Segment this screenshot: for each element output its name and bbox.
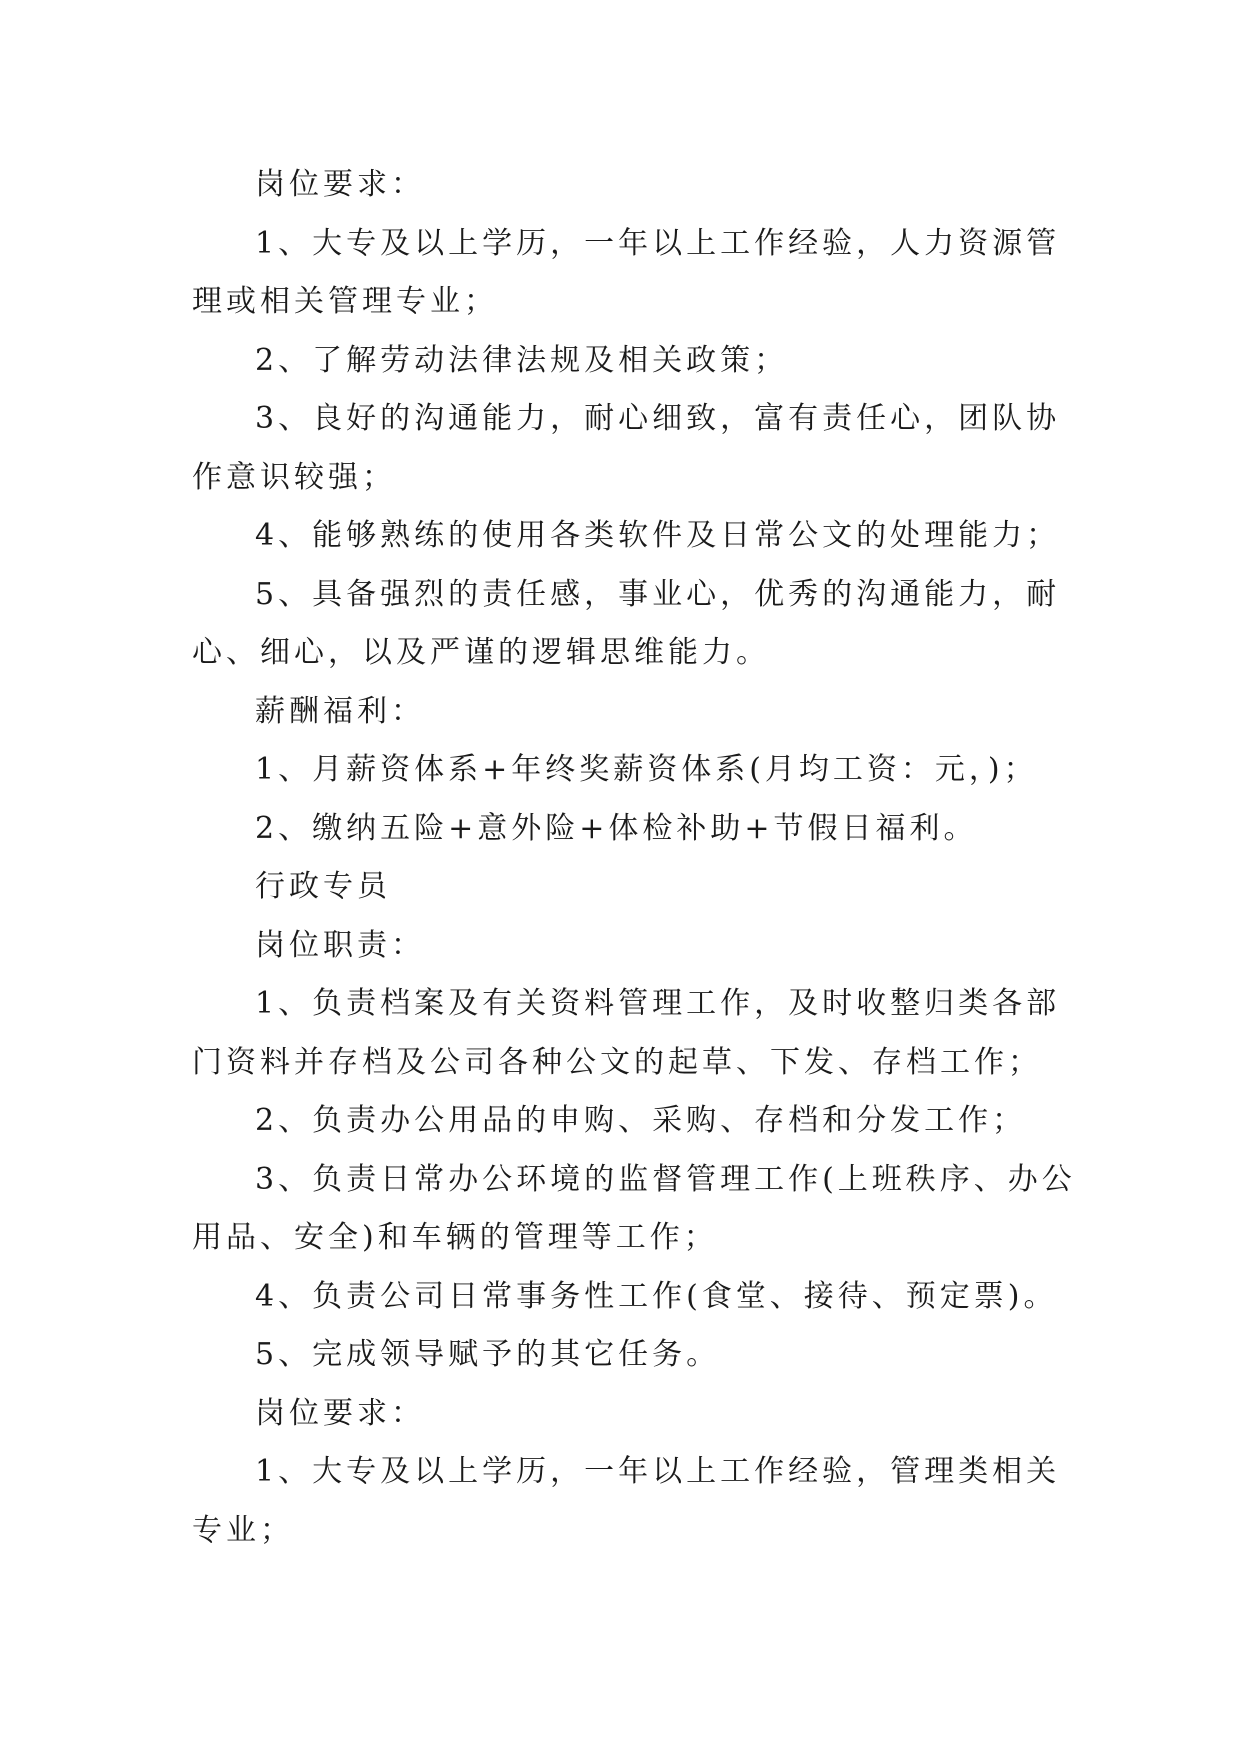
paragraph-line: 1、负责档案及有关资料管理工作，及时收整归类各部 xyxy=(255,986,1061,1021)
section-heading-responsibilities: 岗位职责： xyxy=(255,927,425,963)
section-heading-requirements: 岗位要求： xyxy=(255,167,425,202)
paragraph-line: 2、了解劳动法律法规及相关政策； xyxy=(255,342,789,378)
paragraph-line: 门资料并存档及公司各种公文的起草、下发、存档工作； xyxy=(192,1044,1042,1080)
paragraph-line: 心、细心，以及严谨的逻辑思维能力。 xyxy=(192,635,770,670)
paragraph-line: 2、缴纳五险+意外险+体检补助+节假日福利。 xyxy=(255,810,978,846)
paragraph-line: 1、大专及以上学历，一年以上工作经验，人力资源管 xyxy=(255,225,1061,261)
section-heading-requirements: 岗位要求： xyxy=(255,1395,425,1431)
paragraph-line: 4、能够熟练的使用各类软件及日常公文的处理能力； xyxy=(255,518,1061,553)
paragraph-line: 2、负责办公用品的申购、采购、存档和分发工作； xyxy=(255,1103,1027,1138)
paragraph-line: 1、月薪资体系+年终奖薪资体系(月均工资：元，)； xyxy=(255,752,1038,787)
paragraph-line: 用品、安全)和车辆的管理等工作； xyxy=(192,1220,718,1255)
paragraph-line: 专业； xyxy=(192,1512,294,1548)
document-body xyxy=(192,156,1076,1560)
paragraph-line: 1、大专及以上学历，一年以上工作经验，管理类相关 xyxy=(255,1454,1061,1489)
paragraph-line: 3、负责日常办公环境的监督管理工作(上班秩序、办公 xyxy=(255,1161,1076,1197)
position-title: 行政专员 xyxy=(255,869,391,904)
section-heading-compensation: 薪酬福利： xyxy=(255,693,425,729)
paragraph-line: 4、负责公司日常事务性工作(食堂、接待、预定票)。 xyxy=(255,1278,1058,1314)
paragraph-line: 5、完成领导赋予的其它任务。 xyxy=(255,1337,721,1372)
paragraph-line: 3、良好的沟通能力，耐心细致，富有责任心，团队协 xyxy=(255,401,1061,436)
paragraph-line: 5、具备强烈的责任感，事业心，优秀的沟通能力，耐 xyxy=(255,576,1061,612)
paragraph-line: 作意识较强； xyxy=(192,459,396,495)
paragraph-line: 理或相关管理专业； xyxy=(192,284,498,319)
